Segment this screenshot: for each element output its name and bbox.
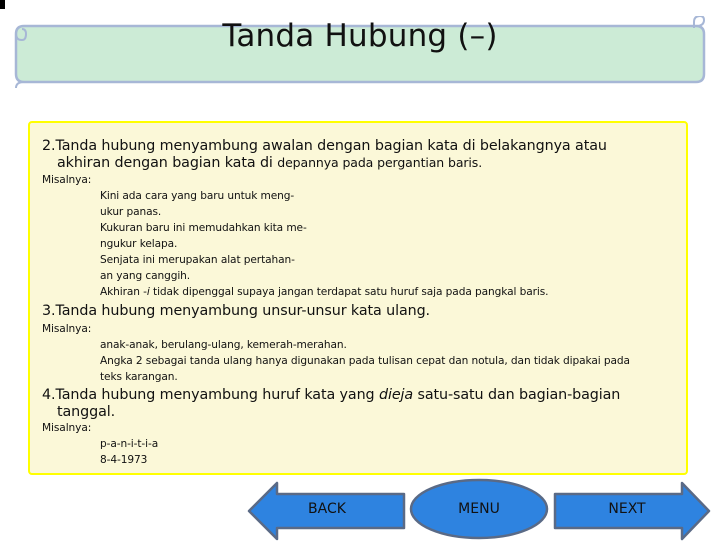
example-line: teks karangan.	[100, 371, 178, 383]
example-note	[100, 285, 548, 301]
menu-button[interactable]	[408, 478, 550, 540]
example-line: anak-anak, berulang-ulang, kemerah-merahan.	[100, 339, 347, 351]
back-button[interactable]	[246, 480, 408, 542]
example-line: an yang canggih.	[100, 270, 191, 282]
rule-item-2-line2	[57, 155, 482, 171]
example-line: 8-4-1973	[100, 454, 148, 466]
rule-text: Tanda hubung menyambung huruf kata yang	[55, 387, 379, 403]
rule-item-4-line2: tanggal.	[57, 404, 116, 420]
rule-number: 3.	[42, 303, 56, 319]
example-label: Misalnya:	[42, 422, 92, 434]
back-button-label: BACK	[308, 501, 346, 517]
content-panel	[28, 121, 688, 475]
note-text: Akhiran -	[100, 286, 147, 298]
rule-text: Tanda hubung menyambung unsur-unsur kata ulang.	[55, 303, 430, 319]
rule-number: 2.	[42, 138, 56, 154]
rule-item-3	[42, 303, 430, 319]
example-line: ngukur kelapa.	[100, 238, 178, 250]
example-label: Misalnya:	[42, 323, 92, 335]
example-line: Senjata ini merupakan alat pertahan-	[100, 254, 295, 266]
example-line: Kini ada cara yang baru untuk meng-	[100, 190, 295, 202]
next-button[interactable]	[552, 480, 712, 542]
example-line: p-a-n-i-t-i-a	[100, 438, 159, 450]
rule-text-small: depannya pada pergantian baris.	[277, 155, 483, 170]
page-title: Tanda Hubung (–)	[222, 18, 498, 54]
rule-item-4	[42, 387, 620, 403]
menu-button-label: MENU	[458, 501, 500, 517]
note-text: tidak dipenggal supaya jangan terdapat satu huruf saja pada pangkal baris.	[149, 286, 549, 298]
next-button-label: NEXT	[608, 501, 646, 517]
example-line: ukur panas.	[100, 206, 162, 218]
note-italic: i	[146, 286, 150, 298]
rule-text-italic: dieja	[378, 387, 414, 403]
corner-mark	[0, 0, 5, 9]
rule-item-2	[42, 138, 607, 154]
example-line: Angka 2 sebagai tanda ulang hanya digunakan pada tulisan cepat dan notula, dan tidak dipakai pada	[100, 355, 630, 367]
rule-number: 4.	[42, 387, 56, 403]
example-label: Misalnya:	[42, 174, 92, 186]
rule-text: satu-satu dan bagian-bagian	[413, 387, 621, 403]
example-line: Kukuran baru ini memudahkan kita me-	[100, 222, 307, 234]
rule-text: akhiran dengan bagian kata di	[57, 155, 278, 171]
rule-text: Tanda hubung menyambung awalan dengan bagian kata di belakangnya atau	[55, 138, 607, 154]
